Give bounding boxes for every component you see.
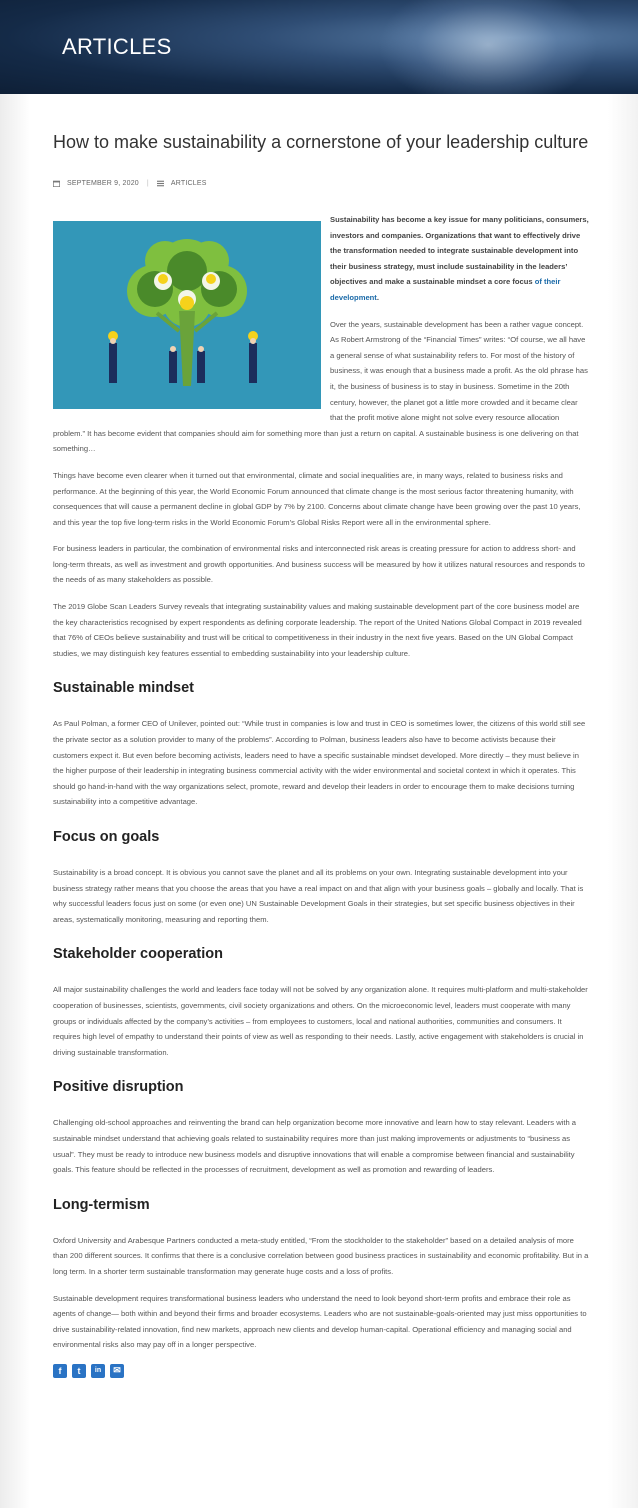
twitter-icon[interactable]: t	[72, 1364, 86, 1378]
article-title: How to make sustainability a cornerstone of your leadership culture	[53, 132, 589, 152]
paragraph-6: Sustainability is a broad concept. It is obvious you cannot save the planet and all its problems on your own. Integrating sustainable development into your business strategy rather means that you choose the areas that you have a real impact on and that align with your business goals – globally and locally. That is why successful leaders focus just on some (or even one) UN Sustainable Development Goals in their strategies, but set specific business objectives in their areas, systematically monitoring, measuring and reporting them.	[53, 868, 584, 924]
paragraph-1: Over the years, sustainable development has been a rather vague concept. As Robert Armstrong of the “Financial Times” writes: “Of course, we all have a general sense of what sustainability refers to. For most of the history of business, it was enough that a business made a profit. As the old phrase has it, the business of business is to stay in business. Sometime in the 20th century, however, the planet got a little more crowded and it became clear that the profit motive alone might not solve every resource allocation problem.” It has become evident that companies should aim for something more than just a return on capital. A sustainable business is one delivering on that something…	[53, 319, 588, 454]
list-icon	[157, 180, 164, 187]
meta-divider: |	[146, 179, 149, 187]
heading-sustainable-mindset: Sustainable mindset	[53, 680, 195, 697]
intro-bold-text: Sustainability has become a key issue for many politicians, consumers, investors and companies. Organizations that want to effectively drive the transformation needed to integrate sustainable development into their business strategy, must include sustainability in the leaders’ objectives and make a sustainable mindset a core focus	[330, 215, 589, 287]
article-body	[53, 212, 589, 1378]
paragraph-4: The 2019 Globe Scan Leaders Survey reveals that integrating sustainability values and making sustainable development part of the core business model are the key characteristics recognised by expert respondents as defining corporate leadership. The report of the United Nations Global Compact in 2019 revealed that 76% of CEOs believe sustainability and trust will be critical to competitiveness in their industry in the next five years. Based on the UN Global Compact studies, we may distinguish key features essential to embedding sustainability into your leadership culture.	[53, 602, 582, 658]
paragraph-3: For business leaders in particular, the combination of environmental risks and interconnected risk areas is creating pressure for action to address short- and long-term threats, as well as investment and growth opportunities. And business success will be measured by how it utilizes natural resources and responds to the needs of as many stakeholders as possible.	[53, 544, 585, 585]
article-meta	[53, 178, 589, 188]
paragraph-5: As Paul Polman, a former CEO of Unilever, pointed out: “While trust in companies is low and trust in CEO is sometimes lower, the citizens of this world still see the private sector as a solution provider to many of the problems”. According to Polman, business leaders also have to become activists because their customers expect it. But even before becoming activists, leaders need to have a specific sustainable mindset developed. More directly – they must believe in the higher purpose of their leadership in integrating business commercial activity with the wider environmental and societal context in which it operates. This should go hand-in-hand with the way organizations select, promote, reward and develop their leaders in order to encourage them to make decisions turning sustainability into a competitive advantage.	[53, 719, 586, 807]
paragraph-9: Oxford University and Arabesque Partners conducted a meta-study entitled, “From the stockholder to the stakeholder” based on a detailed analysis of more than 200 different sources. It confirms that there is a conclusive correlation between good business practices in sustainability and economic profitability. But in a long term. In a shorter term sustainable transformation may generate huge costs and a loss of profits.	[53, 1235, 589, 1276]
paragraph-7: All major sustainability challenges the world and leaders face today will not be solved by any organization alone. It requires multi-platform and multi-stakeholder cooperation of businesses, scientists, governments, civil society organizations and others. On the microeconomic level, leaders must cooperate with many groups or individuals affected by the company’s activities – from employees to customers, local and national authorities, communities and consumers. It requires high level of empathy to understand their points of view as well as responding to their needs. Lastly, active engagement with stakeholders is crucial in driving sustainable transformation.	[53, 985, 588, 1057]
linkedin-icon[interactable]: in	[91, 1364, 105, 1378]
paragraph-2: Things have become even clearer when it turned out that environmental, climate and social inequalities are, in many ways, related to business risks and performance. At the beginning of this year, the World Economic Forum announced that climate change is the most serious factor threatening humanity, with consequences that will cause a permanent decline in global GDP by 7% by 2100. Concerns about climate change have been growing over the past 10 years, and this year the top five long-term risks in the World Economic Forum’s Global Risks Report were all in the environmental sphere.	[53, 470, 581, 527]
article	[53, 130, 589, 1378]
hero-glow	[378, 0, 598, 94]
intro-link[interactable]: of their development	[330, 277, 561, 302]
heading-long-termism: Long-termism	[53, 1196, 150, 1213]
heading-stakeholder-cooperation: Stakeholder cooperation	[53, 946, 224, 963]
article-date[interactable]: SEPTEMBER 9, 2020	[67, 179, 139, 187]
page-shadow-right	[608, 94, 638, 1508]
email-icon[interactable]: ✉	[110, 1364, 124, 1378]
paragraph-8: Challenging old-school approaches and reinventing the brand can help organization become more innovative and learn how to stay relevant. Leaders with a sustainable mindset understand that achieving goals related to sustainability requires more than just making improvements or adjustments to “business as usual”. They must be ready to introduce new business models and disruptive innovations that will enable a compromise between financial and sustainability goals. This feature should be reflected in the processes of recruitment, development as well as promotion and rewarding of leaders.	[53, 1118, 577, 1175]
hero-banner	[0, 0, 638, 94]
heading-positive-disruption: Positive disruption	[53, 1079, 184, 1096]
hero-title: ARTICLES	[62, 34, 172, 59]
page-shadow-left	[0, 94, 30, 1508]
calendar-icon	[53, 180, 60, 187]
paragraph-10: Sustainable development requires transformational business leaders who understand the need to look beyond short-term profits and embrace their role as agents of change— both within and beyond their firms and broader ecosystems. Leaders who are not sustainable-goals-oriented may just miss opportunities to drive sustainability-related innovation, find new markets, approach new clients and develop human-capital. Operational efficiency and managing social and environmental risks also may pay off in a longer perspective.	[53, 1293, 587, 1350]
intro-period: .	[376, 292, 379, 302]
heading-focus-on-goals: Focus on goals	[53, 829, 160, 845]
article-illustration	[53, 221, 321, 409]
article-category[interactable]: ARTICLES	[170, 179, 207, 187]
share-buttons	[53, 1364, 589, 1378]
facebook-icon[interactable]: f	[53, 1364, 67, 1378]
